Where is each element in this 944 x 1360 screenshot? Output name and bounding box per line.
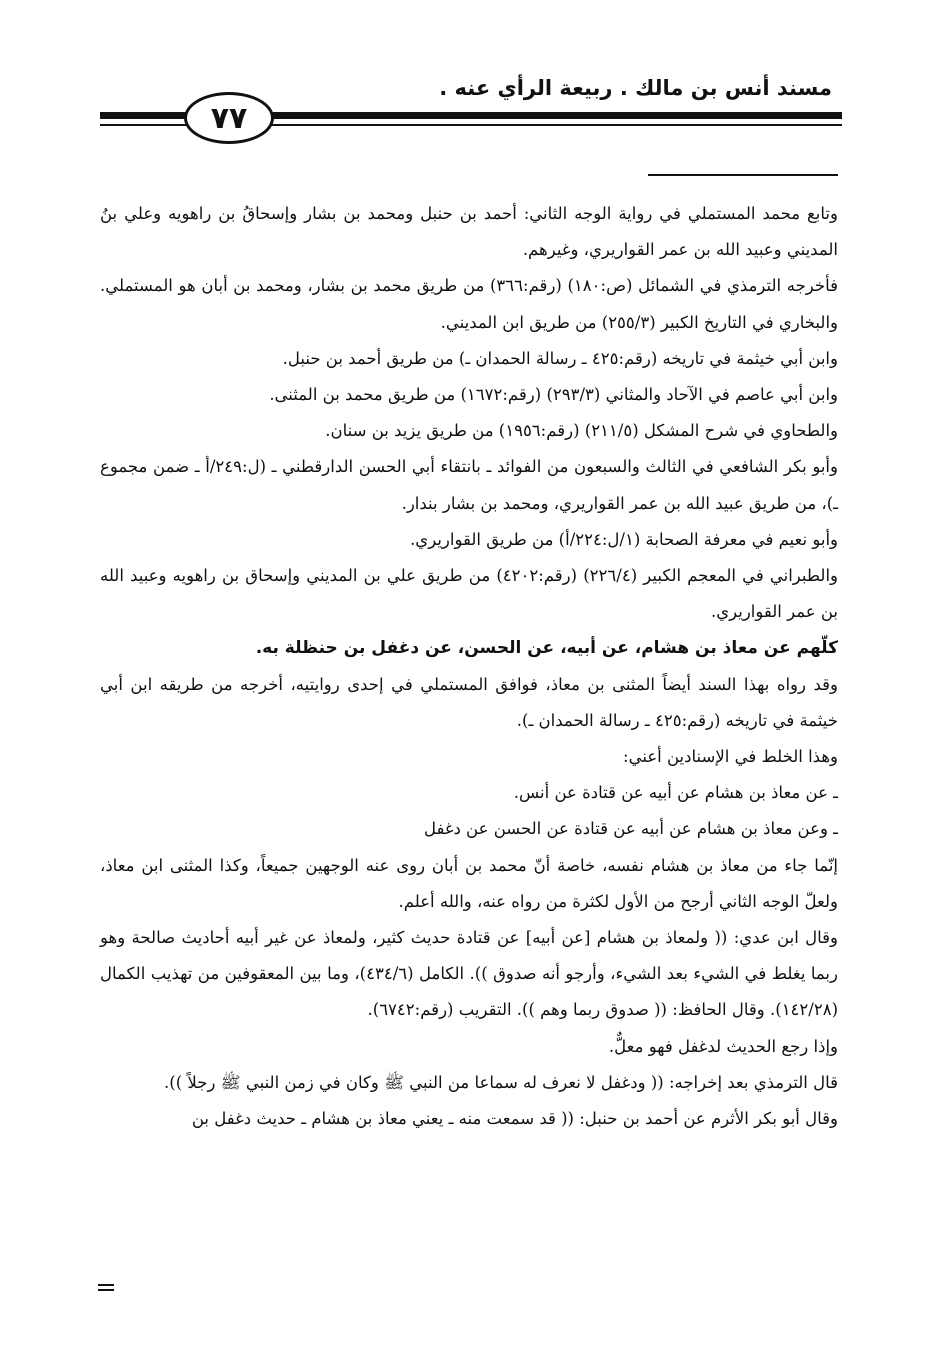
list-item: ـ وعن معاذ بن هشام عن أبيه عن قتادة عن الحسن عن دغفل xyxy=(423,819,838,839)
paragraph: وقال أبو بكر الأثرم عن أحمد بن حنبل: (( قد سمعت منه ـ يعني معاذ بن هشام ـ حديث دغفل بن xyxy=(191,1109,838,1129)
paragraph: وتابع محمد المستملي في رواية الوجه الثاني: أحمد بن حنبل ومحمد بن بشار وإسحاقُ بن راهويه وعلي بنُ المديني وعبيد الله بن عمر القواريري، وغيرهم. xyxy=(100,204,838,260)
paragraph: والطحاوي في شرح المشكل (٢١١/٥) (رقم:١٩٥٦) من طريق يزيد بن سنان. xyxy=(325,421,838,441)
paragraph: وهذا الخلط في الإسنادين أعني: xyxy=(623,747,838,767)
paragraph: فأخرجه الترمذي في الشمائل (ص:١٨٠) (رقم:٣٦٦) من طريق محمد بن بشار، ومحمد بن أبان هو المستملي. والبخاري في التاريخ الكبير (٢٥٥/٣) من طريق ابن المديني. xyxy=(100,276,838,332)
paragraph: قال الترمذي بعد إخراجه: (( ودغفل لا نعرف له سماعا من النبي ﷺ وكان في زمن النبي ﷺ رجلاً )). xyxy=(164,1072,838,1092)
bold-summary-line: كلّهم عن معاذ بن هشام، عن أبيه، عن الحسن، عن دغفل بن حنظلة به. xyxy=(255,638,838,659)
paragraph: وقال ابن عدي: (( ولمعاذ بن هشام [عن أبيه] عن قتادة حديث كثير، ولمعاذ عن غير أبيه أحاديث صالحة وهو ربما يغلط في الشيء بعد الشيء، وأرجو أنه صدوق )). الكامل (٤٣٤/٦)، وما بين المعقوفين من تهذيب الكمال (١٤٢/٢٨). وقال الحافظ: (( صدوق ربما وهم )). التقريب (رقم:٦٧٤٢). xyxy=(100,928,838,1020)
continuation-mark xyxy=(98,1284,114,1294)
paragraph: وابن أبي عاصم في الآحاد والمثاني (٢٩٣/٣) (رقم:١٦٧٢) من طريق محمد بن المثنى. xyxy=(269,385,838,405)
book-title: مسند أنس بن مالك . ربيعة الرأي عنه . xyxy=(439,76,832,100)
paragraph: وابن أبي خيثمة في تاريخه (رقم:٤٢٥ ـ رسالة الحمدان ـ) من طريق أحمد بن حنبل. xyxy=(282,348,838,368)
paragraph: وأبو نعيم في معرفة الصحابة (١/ل:٢٢٤/أ) من طريق القواريري. xyxy=(410,529,838,549)
paragraph: وإذا رجع الحديث لدغفل فهو معلٌّ. xyxy=(608,1036,838,1056)
paragraph: والطبراني في المعجم الكبير (٢٢٦/٤) (رقم:٤٢٠٢) من طريق علي بن المديني وإسحاق بن راهويه وعبيد الله بن عمر القواريري. xyxy=(100,566,838,622)
page-number: ٧٧ xyxy=(184,92,274,144)
paragraph: وأبو بكر الشافعي في الثالث والسبعون من الفوائد ـ بانتقاء أبي الحسن الدارقطني ـ (ل:٢٤٩/أ ـ ضمن مجموع ـ)، من طريق عبيد الله بن عمر القواريري، ومحمد بن بشار بندار. xyxy=(100,457,838,513)
footnote-separator xyxy=(648,174,838,176)
paragraph: إنّما جاء من معاذ بن هشام نفسه، خاصة أنّ محمد بن أبان روى عنه الوجهين جميعاً، وكذا المثنى ابن معاذ، ولعلّ الوجه الثاني أرجح من الأول لكثرة من رواه عنه، والله أعلم. xyxy=(100,855,838,911)
list-item: ـ عن معاذ بن هشام عن أبيه عن قتادة عن أنس. xyxy=(513,783,838,803)
paragraph: وقد رواه بهذا السند أيضاً المثنى بن معاذ، فوافق المستملي في إحدى روايتيه، أخرجه من طريقه ابن أبي خيثمة في تاريخه (رقم:٤٢٥ ـ رسالة الحمدان ـ). xyxy=(100,674,838,730)
body-text xyxy=(100,196,838,1137)
